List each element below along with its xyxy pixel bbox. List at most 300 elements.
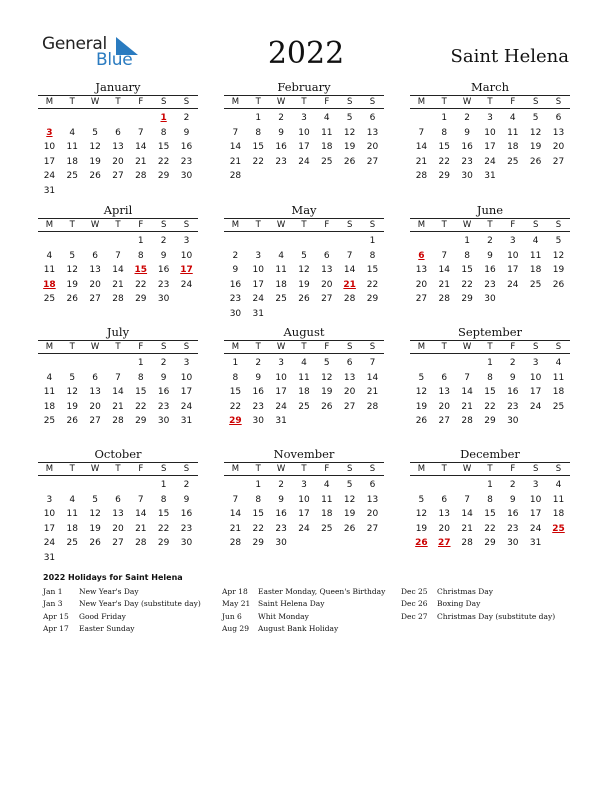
weekday-label: S: [532, 342, 539, 352]
month-name: January: [95, 80, 141, 94]
day-cell: 12: [343, 127, 356, 138]
weekday-label: W: [462, 220, 472, 230]
day-cell: 6: [369, 113, 376, 123]
holiday-row: [43, 598, 222, 610]
day-cell: 23: [507, 401, 519, 412]
weekday-label: S: [369, 97, 376, 107]
day-cell: 11: [43, 387, 56, 398]
day-cell: 25: [275, 294, 287, 305]
day-cell: 20: [366, 142, 379, 153]
holiday-name: New Year's Day (substitute day): [79, 599, 201, 609]
weekday-label: M: [231, 464, 240, 474]
day-cell: 8: [232, 372, 239, 383]
day-cell: 7: [441, 250, 448, 261]
day-cell: 19: [529, 142, 542, 153]
day-cell: 16: [507, 509, 519, 520]
day-cell: 24: [484, 156, 496, 167]
empty-cell: [84, 234, 107, 249]
weekday-label: T: [487, 97, 493, 107]
holiday-day: 25: [552, 523, 565, 534]
day-cell: 18: [275, 279, 287, 290]
day-cell: 21: [229, 523, 242, 534]
day-cell: 7: [115, 250, 121, 261]
day-cell: 20: [366, 509, 379, 520]
day-cell: 25: [529, 279, 542, 290]
month-name: February: [277, 80, 331, 94]
day-cell: 20: [89, 279, 101, 290]
day-cell: 12: [529, 127, 542, 138]
day-cell: 31: [484, 171, 496, 182]
day-cell: 6: [346, 358, 353, 368]
day-cell: 10: [180, 250, 193, 261]
day-cell: 20: [112, 156, 124, 167]
day-cell: 19: [89, 523, 101, 534]
day-cell: 2: [183, 113, 190, 123]
day-cell: 8: [137, 372, 144, 383]
day-cell: 9: [255, 372, 262, 383]
day-cell: 6: [441, 372, 448, 383]
day-cell: 14: [366, 372, 379, 383]
weekday-label: W: [462, 342, 472, 352]
holiday-name: Whit Monday: [258, 611, 309, 621]
holiday-row: [222, 598, 401, 610]
day-cell: 23: [157, 279, 170, 290]
weekday-label: M: [45, 342, 54, 352]
day-cell: 21: [415, 156, 428, 167]
day-cell: 23: [157, 401, 170, 412]
day-cell: 19: [415, 523, 428, 534]
month-march: [410, 80, 570, 184]
day-cell: 23: [180, 156, 193, 167]
weekday-label: T: [487, 342, 493, 352]
holiday-row: [401, 611, 580, 623]
day-cell: 8: [464, 250, 470, 261]
month-august: [224, 325, 384, 429]
day-cell: 28: [343, 294, 356, 305]
day-cell: 20: [112, 523, 124, 534]
day-cell: 22: [366, 279, 379, 290]
day-cell: 17: [298, 509, 310, 520]
day-cell: 26: [66, 416, 78, 427]
day-cell: 21: [366, 387, 379, 398]
day-cell: 2: [183, 480, 190, 490]
day-cell: 19: [552, 265, 565, 276]
holiday-name: New Year's Day: [79, 587, 139, 596]
holiday-row: [43, 623, 222, 635]
day-cell: 5: [69, 250, 76, 261]
day-cell: 6: [115, 127, 121, 138]
day-cell: 31: [252, 308, 264, 319]
day-cell: 30: [157, 294, 170, 305]
day-cell: 27: [343, 401, 356, 412]
month-july: [38, 325, 198, 429]
day-cell: 18: [66, 156, 78, 167]
weekday-label: S: [346, 97, 353, 107]
weekday-label: S: [183, 220, 190, 230]
day-cell: 15: [438, 142, 450, 153]
day-cell: 14: [461, 509, 473, 520]
day-cell: 5: [418, 494, 425, 505]
weekday-label: W: [90, 342, 100, 352]
empty-cell: [293, 234, 316, 249]
holiday-date: Jan 3: [43, 599, 63, 609]
day-cell: 12: [66, 265, 78, 276]
day-cell: 29: [135, 294, 147, 305]
day-cell: 13: [366, 127, 379, 138]
day-cell: 16: [461, 142, 473, 153]
day-cell: 24: [43, 171, 56, 182]
holiday-list: [43, 573, 583, 636]
empty-cell: [129, 478, 152, 493]
day-cell: 1: [487, 480, 493, 490]
day-cell: 8: [441, 127, 448, 138]
day-cell: 17: [484, 142, 496, 153]
day-cell: 15: [229, 387, 242, 398]
day-cell: 25: [66, 538, 78, 549]
day-cell: 6: [555, 113, 562, 123]
day-cell: 16: [180, 509, 193, 520]
day-cell: 30: [180, 171, 193, 182]
day-cell: 2: [160, 358, 167, 368]
day-cell: 9: [160, 250, 167, 261]
day-cell: 29: [135, 416, 147, 427]
holiday-column: [401, 586, 580, 636]
day-cell: 1: [369, 236, 376, 246]
holiday-day: 26: [415, 538, 428, 549]
weekday-label: T: [301, 97, 307, 107]
day-cell: 4: [301, 358, 307, 368]
day-cell: 19: [415, 401, 428, 412]
day-cell: 6: [323, 250, 330, 261]
day-cell: 18: [298, 387, 310, 398]
weekday-label: W: [462, 97, 472, 107]
day-cell: 22: [484, 401, 496, 412]
day-cell: 18: [43, 401, 56, 412]
day-cell: 13: [112, 509, 124, 520]
empty-cell: [61, 356, 84, 371]
empty-cell: [224, 234, 247, 249]
weekday-label: T: [441, 97, 447, 107]
month-october: [38, 447, 198, 566]
empty-cell: [410, 478, 433, 493]
weekday-label: T: [301, 342, 307, 352]
day-cell: 28: [112, 294, 124, 305]
empty-cell: [38, 234, 61, 249]
day-cell: 9: [278, 127, 284, 138]
day-cell: 24: [275, 401, 287, 412]
day-cell: 1: [441, 113, 448, 123]
day-cell: 25: [66, 171, 78, 182]
holiday-day: 17: [180, 265, 193, 276]
empty-cell: [84, 111, 107, 126]
day-cell: 17: [298, 142, 310, 153]
empty-cell: [38, 111, 61, 126]
day-cell: 17: [43, 523, 56, 534]
day-cell: 28: [461, 416, 473, 427]
weekday-label: S: [532, 97, 539, 107]
weekday-label: M: [45, 97, 54, 107]
weekday-label: S: [555, 342, 562, 352]
weekday-header: [38, 340, 198, 354]
weekday-label: F: [324, 220, 330, 230]
holiday-column: [222, 586, 401, 636]
day-cell: 5: [532, 113, 539, 123]
day-cell: 7: [418, 127, 425, 138]
weekday-label: S: [160, 464, 167, 474]
weekday-label: S: [346, 464, 353, 474]
day-cell: 15: [157, 509, 170, 520]
day-cell: 2: [509, 358, 516, 368]
month-name: March: [471, 80, 509, 94]
day-cell: 8: [487, 372, 493, 383]
day-cell: 4: [509, 113, 516, 123]
day-cell: 5: [346, 480, 353, 490]
day-cell: 7: [464, 494, 470, 505]
day-cell: 21: [461, 401, 473, 412]
month-name: September: [457, 325, 523, 339]
day-cell: 23: [507, 523, 519, 534]
day-cell: 3: [301, 480, 307, 490]
day-cell: 15: [157, 142, 170, 153]
day-cell: 31: [180, 416, 193, 427]
day-cell: 3: [487, 113, 493, 123]
day-cell: 24: [529, 401, 542, 412]
day-cell: 12: [89, 142, 101, 153]
day-cell: 22: [135, 279, 147, 290]
day-cell: 7: [137, 127, 144, 138]
weekday-label: T: [301, 220, 307, 230]
day-cell: 9: [487, 250, 493, 261]
day-cell: 30: [461, 171, 473, 182]
day-cell: 5: [555, 236, 562, 246]
day-cell: 19: [343, 142, 356, 153]
holiday-date: Jun 6: [222, 611, 242, 621]
day-cell: 13: [321, 265, 333, 276]
day-cell: 11: [321, 127, 333, 138]
day-cell: 31: [43, 552, 56, 563]
weekday-label: S: [346, 220, 353, 230]
day-cell: 26: [66, 294, 78, 305]
day-cell: 20: [438, 401, 450, 412]
day-cell: 12: [415, 509, 428, 520]
day-cell: 4: [46, 250, 53, 261]
day-cell: 1: [255, 113, 262, 123]
day-cell: 6: [369, 480, 376, 490]
day-grid: [38, 356, 198, 429]
day-cell: 22: [157, 523, 170, 534]
day-cell: 25: [298, 401, 310, 412]
day-cell: 5: [69, 372, 76, 383]
day-cell: 19: [66, 401, 78, 412]
day-cell: 26: [529, 156, 542, 167]
day-cell: 29: [366, 294, 379, 305]
day-cell: 18: [66, 523, 78, 534]
day-cell: 10: [298, 127, 310, 138]
day-cell: 22: [229, 401, 242, 412]
holiday-date: Apr 18: [222, 587, 248, 596]
holiday-row: [222, 611, 401, 623]
day-cell: 12: [66, 387, 78, 398]
day-cell: 22: [461, 279, 473, 290]
day-cell: 31: [275, 416, 287, 427]
weekday-label: F: [510, 342, 516, 352]
empty-cell: [84, 478, 107, 493]
weekday-header: [224, 340, 384, 354]
day-cell: 14: [112, 265, 124, 276]
day-cell: 17: [529, 387, 542, 398]
day-cell: 4: [46, 372, 53, 383]
weekday-header: [38, 95, 198, 109]
weekday-label: T: [487, 464, 493, 474]
day-cell: 24: [180, 401, 193, 412]
day-cell: 28: [438, 294, 450, 305]
day-cell: 3: [46, 494, 53, 505]
empty-cell: [433, 478, 456, 493]
holiday-row: [222, 623, 401, 635]
day-cell: 10: [43, 142, 56, 153]
weekday-header: [410, 462, 570, 476]
day-cell: 9: [278, 494, 284, 505]
day-cell: 23: [484, 279, 496, 290]
day-cell: 15: [252, 509, 264, 520]
weekday-label: S: [183, 464, 190, 474]
day-cell: 23: [229, 294, 242, 305]
day-cell: 24: [529, 523, 542, 534]
empty-cell: [410, 356, 433, 371]
day-cell: 21: [229, 156, 242, 167]
day-cell: 12: [552, 250, 565, 261]
weekday-label: T: [441, 464, 447, 474]
weekday-label: F: [138, 464, 144, 474]
empty-cell: [247, 234, 270, 249]
holiday-date: Dec 27: [401, 611, 428, 621]
day-cell: 11: [66, 509, 78, 520]
day-cell: 11: [275, 265, 287, 276]
day-cell: 27: [366, 523, 379, 534]
weekday-label: S: [369, 342, 376, 352]
holiday-row: [43, 586, 222, 598]
day-cell: 31: [43, 185, 56, 196]
empty-cell: [224, 111, 247, 126]
day-cell: 8: [160, 127, 167, 138]
empty-cell: [84, 356, 107, 371]
day-cell: 13: [112, 142, 124, 153]
empty-cell: [433, 234, 456, 249]
day-cell: 27: [438, 416, 450, 427]
day-cell: 26: [415, 416, 428, 427]
day-cell: 17: [252, 279, 264, 290]
day-cell: 10: [252, 265, 264, 276]
day-cell: 26: [552, 279, 565, 290]
holiday-row: [401, 586, 580, 598]
weekday-label: W: [276, 220, 286, 230]
month-name: August: [283, 325, 325, 339]
day-cell: 20: [438, 523, 450, 534]
day-cell: 28: [415, 171, 428, 182]
empty-cell: [410, 111, 433, 126]
weekday-label: S: [160, 220, 167, 230]
day-cell: 27: [321, 294, 333, 305]
weekday-label: T: [115, 97, 121, 107]
day-cell: 1: [255, 480, 262, 490]
empty-cell: [61, 234, 84, 249]
empty-cell: [456, 356, 479, 371]
day-cell: 21: [461, 523, 473, 534]
day-cell: 19: [321, 387, 333, 398]
day-cell: 7: [232, 127, 239, 138]
day-cell: 5: [346, 113, 353, 123]
day-cell: 2: [232, 250, 239, 261]
day-cell: 18: [529, 265, 542, 276]
day-cell: 31: [529, 538, 542, 549]
day-cell: 14: [343, 265, 356, 276]
holiday-list-title: 2022 Holidays for Saint Helena: [43, 573, 183, 582]
logo-text-blue: Blue: [96, 50, 133, 70]
day-cell: 30: [507, 538, 519, 549]
empty-cell: [129, 111, 152, 126]
day-cell: 8: [160, 494, 167, 505]
day-cell: 28: [229, 538, 242, 549]
day-grid: [224, 478, 384, 551]
day-cell: 14: [461, 387, 473, 398]
day-cell: 24: [252, 294, 264, 305]
day-cell: 6: [441, 494, 448, 505]
holiday-name: Christmas Day: [437, 587, 493, 596]
day-cell: 11: [298, 372, 310, 383]
day-cell: 9: [183, 494, 190, 505]
day-cell: 13: [438, 387, 450, 398]
weekday-label: T: [301, 464, 307, 474]
day-cell: 26: [89, 171, 101, 182]
day-cell: 19: [343, 509, 356, 520]
weekday-label: T: [115, 342, 121, 352]
day-cell: 26: [343, 156, 356, 167]
day-cell: 12: [343, 494, 356, 505]
day-cell: 11: [529, 250, 542, 261]
day-cell: 30: [252, 416, 264, 427]
day-cell: 14: [415, 142, 428, 153]
day-cell: 13: [438, 509, 450, 520]
holiday-date: Apr 15: [43, 611, 69, 621]
weekday-label: S: [532, 220, 539, 230]
day-cell: 15: [135, 387, 147, 398]
day-cell: 10: [43, 509, 56, 520]
day-cell: 11: [66, 142, 78, 153]
day-cell: 2: [278, 480, 284, 490]
day-cell: 14: [112, 387, 124, 398]
day-grid: [224, 234, 384, 322]
day-cell: 28: [135, 538, 147, 549]
holiday-row: [43, 611, 222, 623]
day-cell: 16: [275, 509, 287, 520]
day-cell: 23: [252, 401, 264, 412]
day-cell: 15: [366, 265, 379, 276]
day-cell: 2: [487, 236, 493, 246]
weekday-label: S: [532, 464, 539, 474]
day-cell: 13: [552, 127, 565, 138]
day-cell: 15: [252, 142, 264, 153]
day-cell: 9: [160, 372, 167, 383]
day-cell: 6: [115, 494, 121, 505]
empty-cell: [107, 356, 130, 371]
day-cell: 4: [532, 236, 539, 246]
holiday-day: 1: [160, 113, 167, 123]
day-cell: 20: [89, 401, 101, 412]
day-cell: 21: [438, 279, 450, 290]
day-grid: [410, 478, 570, 551]
day-cell: 11: [507, 127, 519, 138]
holiday-date: Aug 29: [222, 624, 249, 634]
